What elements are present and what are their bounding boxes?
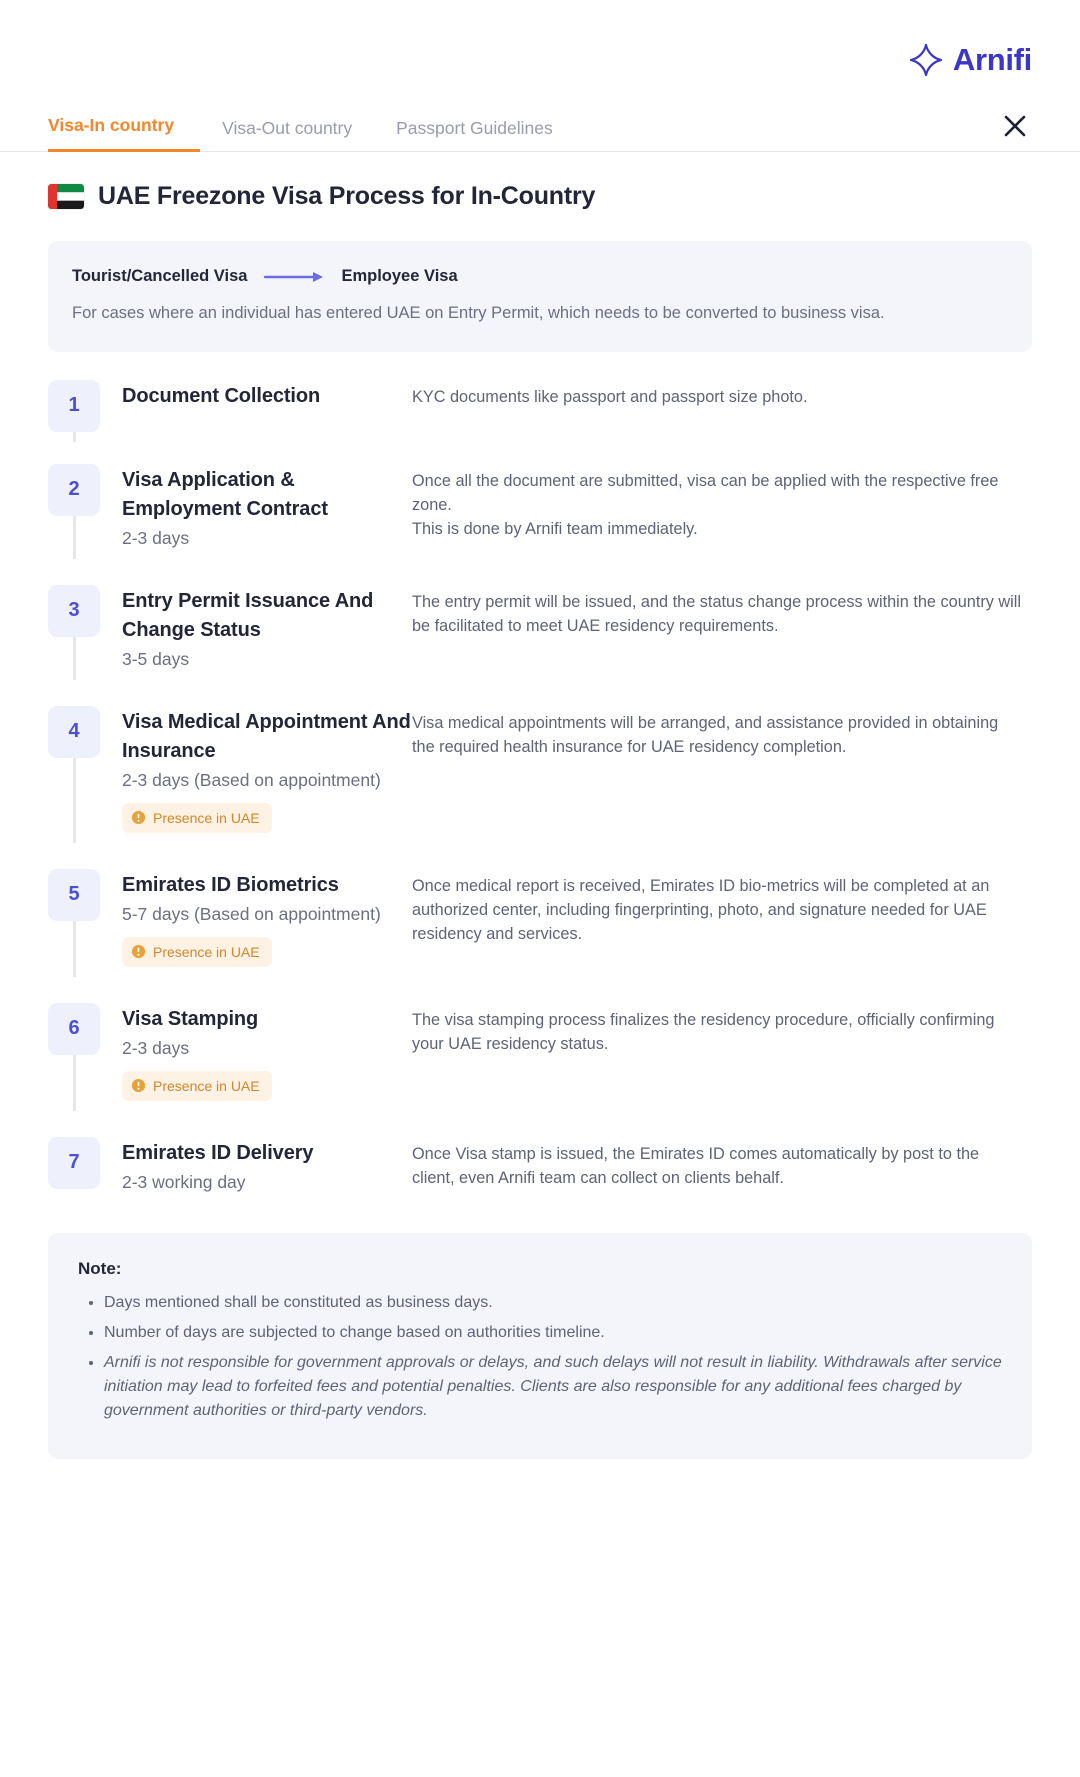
process-step (48, 585, 1032, 676)
step-duration: 3-5 days (122, 648, 190, 669)
process-step (48, 380, 1032, 438)
step-description (412, 869, 1032, 967)
step-connector-line (73, 516, 76, 559)
step-title: Visa Medical Appointment And Insurance (122, 710, 411, 762)
page-title: UAE Freezone Visa Process for In-Country (98, 182, 596, 210)
step-description (412, 1003, 1032, 1101)
step-badge-column (48, 1137, 100, 1193)
step-description-line: Once medical report is received, Emirates ID bio-metrics will be completed at an authorized center, including fingerprinting, photo, and signature needed for UAE residency and services. (412, 876, 990, 943)
step-summary (100, 464, 412, 549)
conversion-callout (48, 241, 1032, 352)
step-summary (100, 706, 412, 833)
process-steps (48, 380, 1032, 1199)
step-number: 7 (48, 1137, 100, 1189)
alert-circle-icon (131, 810, 146, 825)
page-title-row (0, 152, 1080, 211)
step-badge-column (48, 1003, 100, 1101)
alert-circle-icon (131, 1078, 146, 1093)
process-step (48, 1137, 1032, 1199)
tab-visa-in-country[interactable]: Visa-In country (48, 115, 200, 152)
step-title: Document Collection (122, 384, 321, 407)
note-panel (48, 1233, 1032, 1459)
step-summary (100, 1137, 412, 1193)
step-number: 2 (48, 464, 100, 516)
step-connector-line (73, 432, 76, 442)
step-description-line: The visa stamping process finalizes the residency procedure, officially confirming your UAE residency status. (412, 1010, 995, 1053)
process-step (48, 706, 1032, 839)
step-description (412, 585, 1032, 670)
close-icon[interactable] (998, 109, 1032, 143)
step-badge-column (48, 380, 100, 432)
logo[interactable] (909, 42, 1032, 78)
step-number: 4 (48, 706, 100, 758)
step-description-line: KYC documents like passport and passport size photo. (412, 387, 808, 406)
status-badge-label: Presence in UAE (153, 1077, 260, 1094)
status-badge-label: Presence in UAE (153, 943, 260, 960)
step-number: 3 (48, 585, 100, 637)
step-summary (100, 1003, 412, 1101)
status-badge (122, 1071, 272, 1101)
step-title: Visa Stamping (122, 1007, 259, 1030)
step-description-line: Once Visa stamp is issued, the Emirates ID comes automatically by post to the client, even Arnifi team can collect on clients behalf. (412, 1144, 980, 1187)
step-number: 1 (48, 380, 100, 432)
tabs (48, 104, 575, 151)
process-step (48, 869, 1032, 973)
tab-bar (0, 104, 1080, 152)
step-description-line: Visa medical appointments will be arranged, and assistance provided in obtaining the required health insurance for UAE residency completion. (412, 713, 999, 756)
step-duration: 2-3 days (122, 1037, 190, 1058)
step-title: Emirates ID Delivery (122, 1141, 314, 1164)
step-badge-column (48, 706, 100, 833)
process-step (48, 1003, 1032, 1107)
step-badge-column (48, 585, 100, 670)
alert-circle-icon (131, 944, 146, 959)
step-badge-column (48, 869, 100, 967)
conversion-to-label: Employee Visa (341, 267, 458, 285)
conversion-description: For cases where an individual has entered UAE on Entry Permit, which needs to be converted to business visa. (72, 304, 885, 322)
status-badge (122, 937, 272, 967)
step-description-line: This is done by Arnifi team immediately. (412, 519, 698, 538)
step-description (412, 380, 1032, 432)
tab-visa-out-country[interactable]: Visa-Out country (222, 118, 353, 138)
step-number: 6 (48, 1003, 100, 1055)
step-summary (100, 585, 412, 670)
step-duration: 5-7 days (Based on appointment) (122, 903, 381, 924)
step-duration: 2-3 days (Based on appointment) (122, 769, 381, 790)
step-title: Entry Permit Issuance And Change Status (122, 589, 374, 641)
list-item: • Arnifi is not responsible for government approvals or delays, and such delays will not result in liability. Withdrawals after service initiation may lead to forfeited fees and potential penalties. Clients are also responsible for any additional fees charged by government authorities or third-party vendors. (104, 1351, 1002, 1423)
note-title: Note: (78, 1258, 122, 1278)
step-summary (100, 380, 412, 432)
arrow-right-icon (263, 270, 325, 284)
step-description (412, 1137, 1032, 1193)
step-duration: 2-3 working day (122, 1171, 246, 1192)
step-connector-line (73, 637, 76, 680)
step-connector-line (73, 921, 76, 977)
conversion-flow (72, 267, 1006, 286)
step-connector-line (73, 1055, 76, 1111)
step-description (412, 706, 1032, 833)
step-title: Visa Application & Employment Contract (122, 468, 328, 520)
step-description-line: The entry permit will be issued, and the status change process within the country will be facilitated to meet UAE residency requirements. (412, 592, 1022, 635)
step-duration: 2-3 days (122, 527, 190, 548)
step-number: 5 (48, 869, 100, 921)
process-step (48, 464, 1032, 555)
tab-passport-guidelines[interactable]: Passport Guidelines (396, 118, 553, 138)
conversion-from-label: Tourist/Cancelled Visa (72, 267, 248, 285)
step-description-line: Once all the document are submitted, visa can be applied with the respective free zone. (412, 471, 999, 514)
step-description (412, 464, 1032, 549)
step-badge-column (48, 464, 100, 549)
brand-header (0, 0, 1080, 78)
list-item: • Number of days are subjected to change based on authorities timeline. (104, 1321, 1002, 1345)
step-summary (100, 869, 412, 967)
list-item: • Days mentioned shall be constituted as business days. (104, 1291, 1002, 1315)
status-badge (122, 803, 272, 833)
status-badge-label: Presence in UAE (153, 809, 260, 826)
step-connector-line (73, 758, 76, 843)
brand-name: Arnifi (952, 42, 1032, 77)
note-list (78, 1291, 1002, 1423)
four-point-star-icon (909, 43, 943, 77)
step-title: Emirates ID Biometrics (122, 873, 339, 896)
uae-flag-icon (48, 184, 84, 209)
